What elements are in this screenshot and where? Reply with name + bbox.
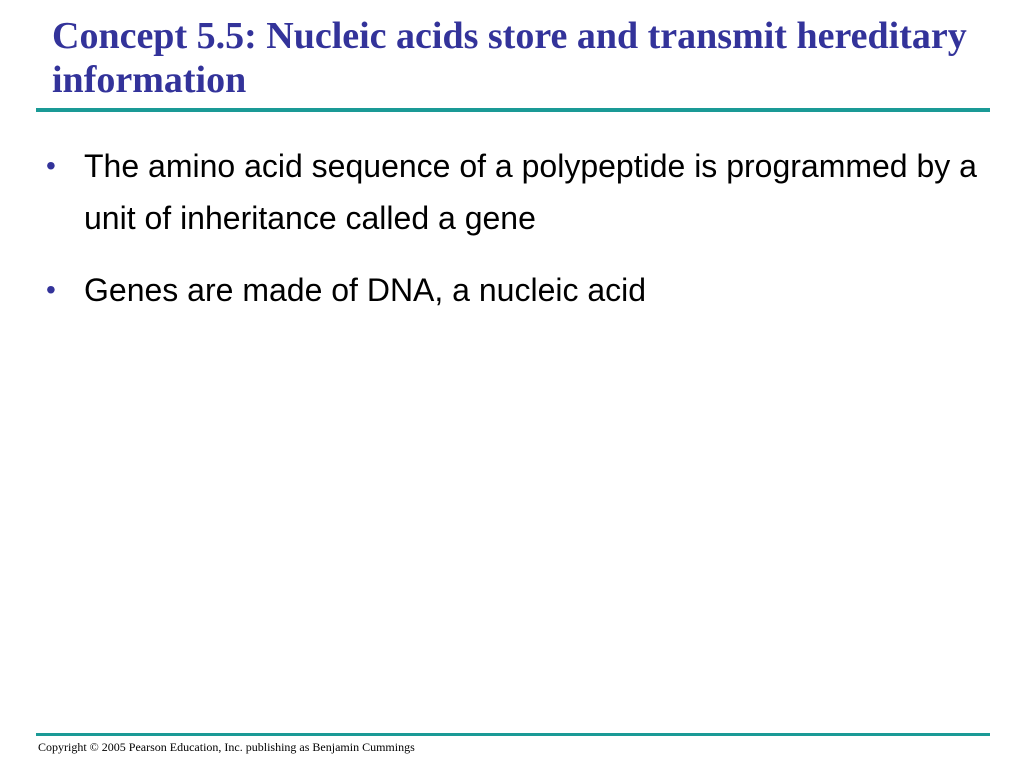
bullet-icon: • <box>46 150 56 181</box>
bullet-text: Genes are made of DNA, a nucleic acid <box>84 272 647 308</box>
title-divider <box>36 108 990 112</box>
footer-divider <box>36 733 990 736</box>
bullet-list <box>46 140 996 336</box>
copyright-footer: Copyright © 2005 Pearson Education, Inc. publishing as Benjamin Cummings <box>38 740 415 754</box>
bullet-text: The amino acid sequence of a polypeptide is programmed by a unit of inheritance called a gene <box>84 148 977 236</box>
bullet-icon: • <box>46 274 56 305</box>
slide-title: Concept 5.5: Nucleic acids store and transmit hereditary information <box>52 15 967 101</box>
bullet-item <box>46 264 996 316</box>
bullet-item <box>46 140 996 244</box>
